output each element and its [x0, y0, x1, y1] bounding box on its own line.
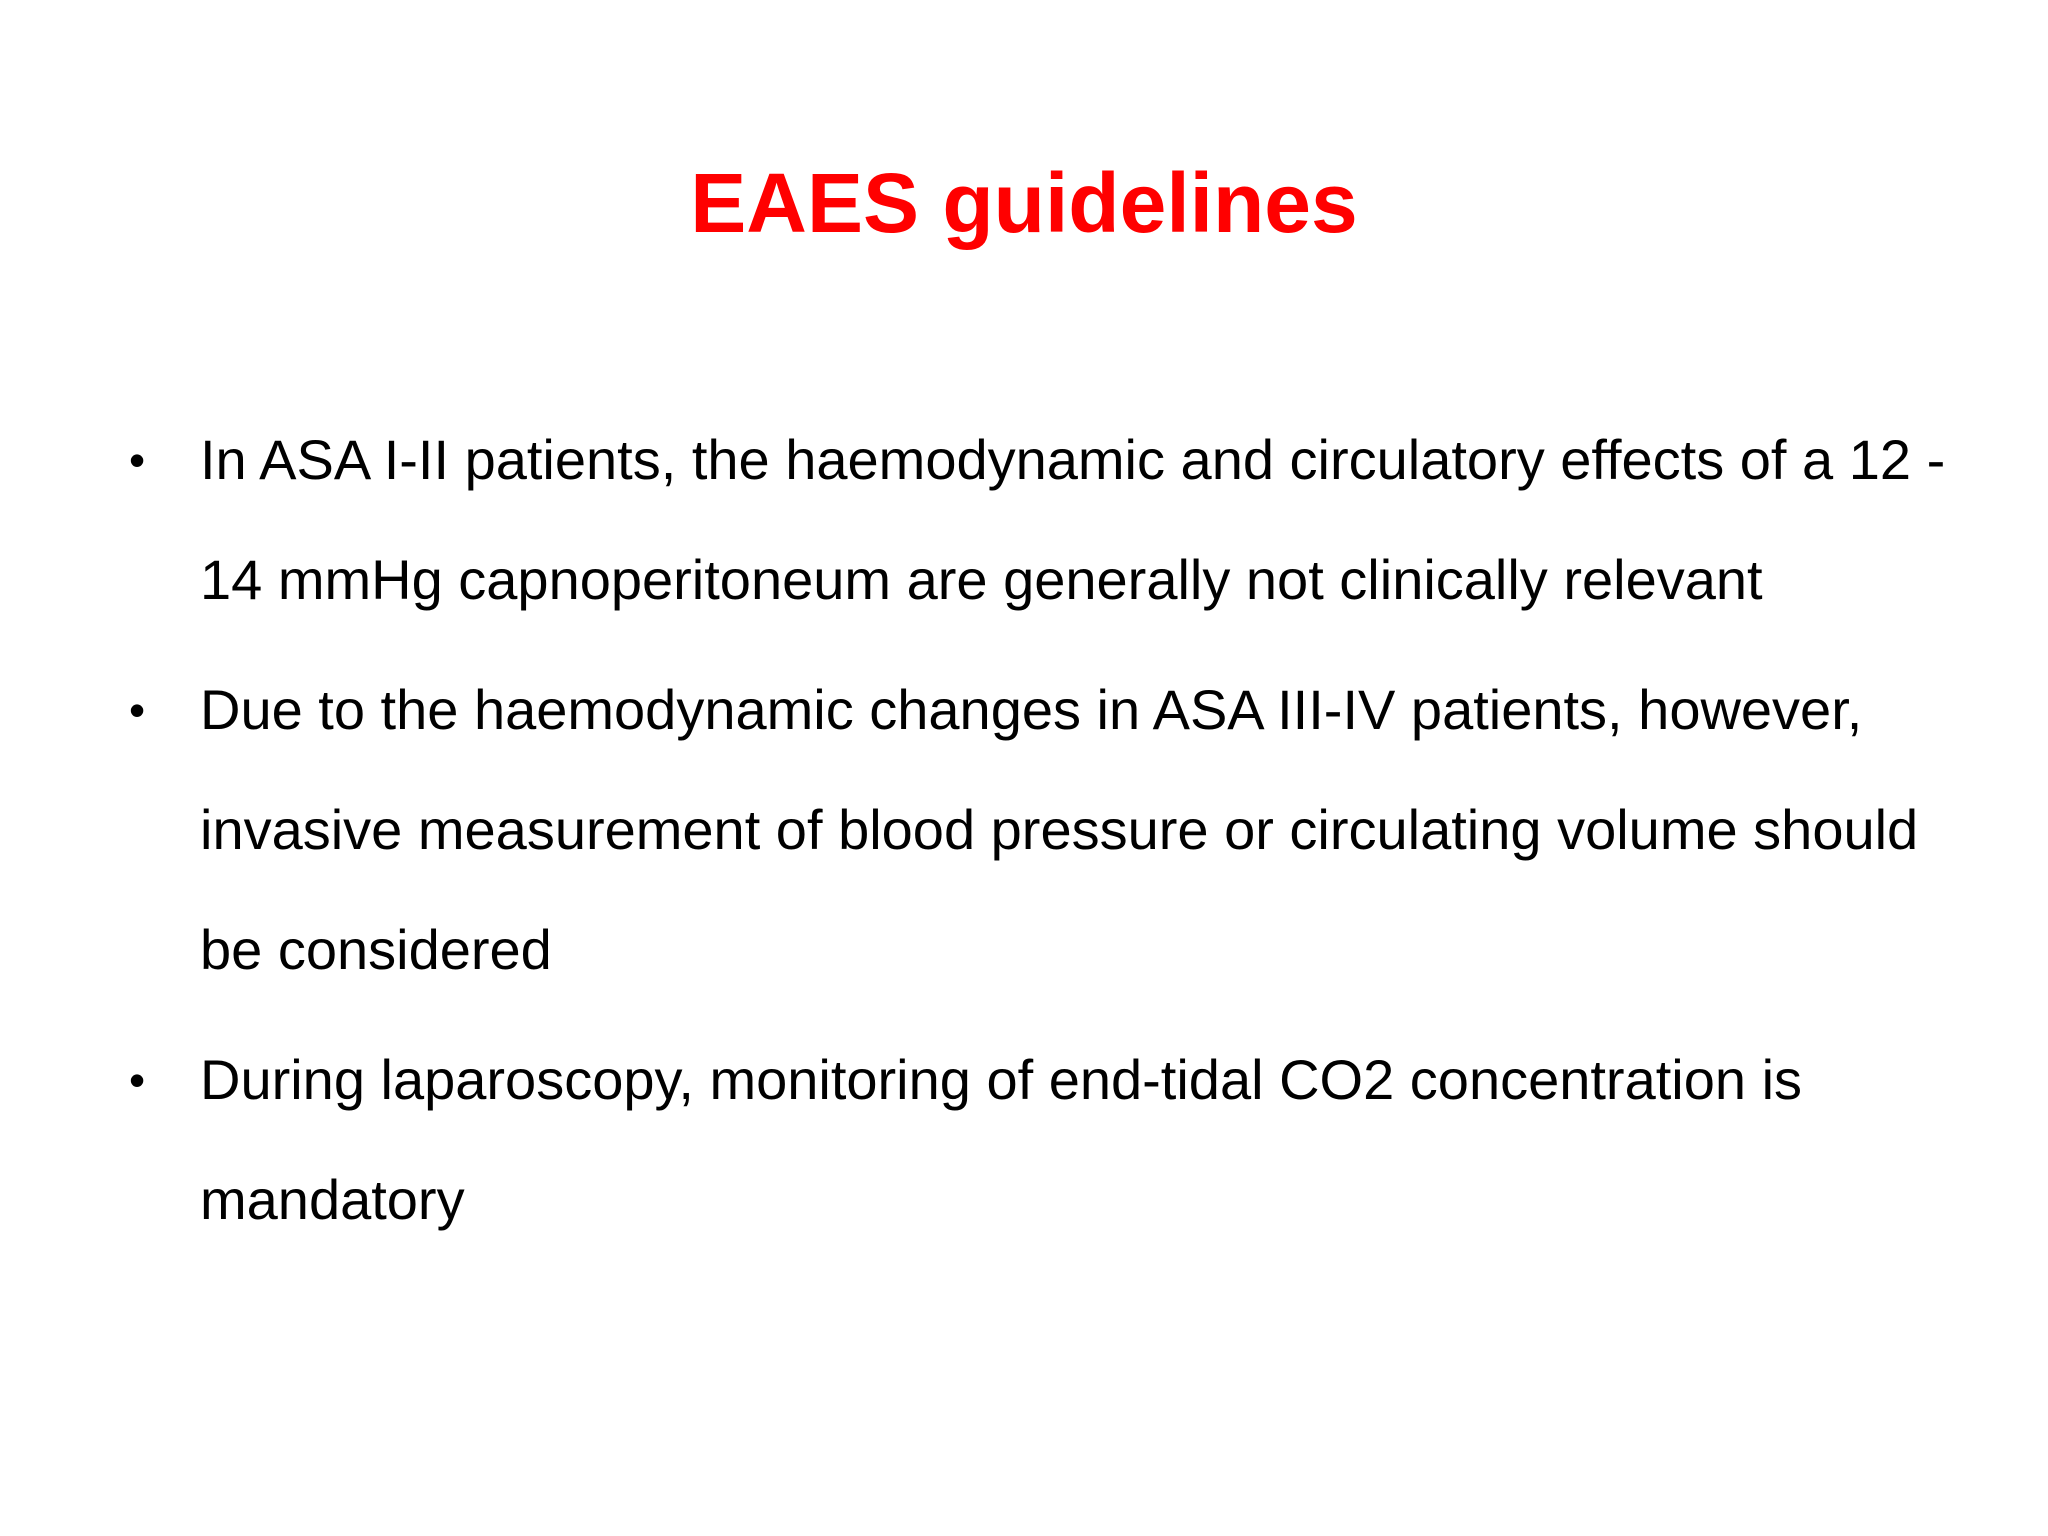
bullet-text: Due to the haemodynamic changes in ASA III-IV patients, however, invasive measurement of blood pressure or circulating volume should be considered — [200, 678, 1919, 981]
bullet-list — [112, 400, 1982, 1270]
bullet-item — [112, 650, 1982, 1010]
bullet-icon: • — [128, 434, 146, 486]
bullet-text: During laparoscopy, monitoring of end-tidal CO2 concentration is mandatory — [200, 1048, 1803, 1231]
bullet-icon: • — [128, 684, 146, 736]
bullet-text: In ASA I-II patients, the haemodynamic and circulatory effects of a 12 - 14 mmHg capnoperitoneum are generally not clinically relevant — [200, 428, 1946, 611]
slide-title: EAES guidelines — [690, 156, 1358, 250]
bullet-item — [112, 1020, 1982, 1260]
bullet-icon: • — [128, 1054, 146, 1106]
bullet-item — [112, 400, 1982, 640]
